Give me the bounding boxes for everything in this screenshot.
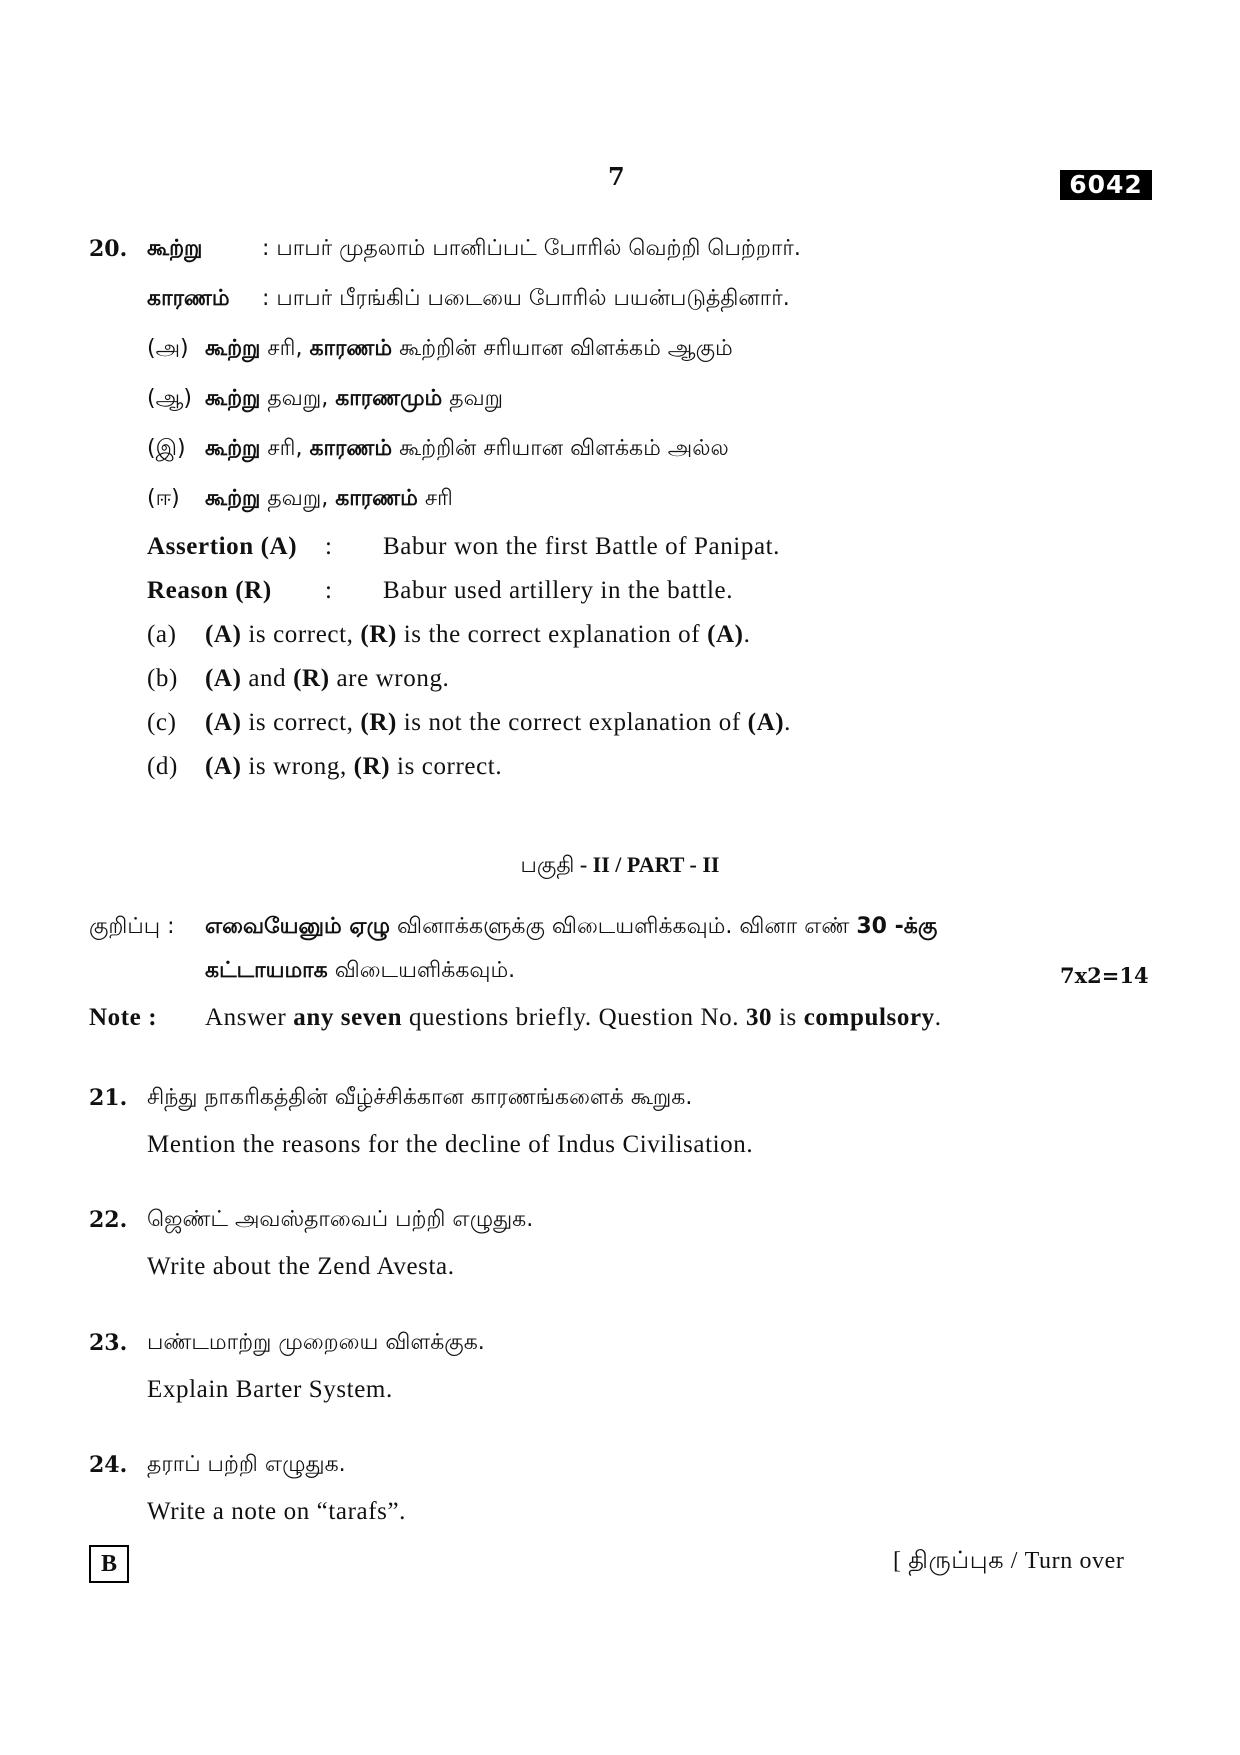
assertion-en-text: Babur won the first Battle of Panipat. [383, 533, 781, 560]
turn-over-note: [ திருப்புக / Turn over [893, 1548, 1125, 1574]
en-option [147, 753, 502, 781]
en-option-a: (A) [707, 621, 744, 648]
note-ta-bold: 30 -க்கு [856, 914, 938, 939]
note-ta-text: விடையளிக்கவும். [327, 958, 516, 983]
ta-option-text: கூற்றின் சரியான விளக்கம் அல்ல [392, 436, 729, 461]
note-en-text: is [772, 1004, 804, 1031]
ta-option-reason: காரணம் [335, 486, 418, 511]
en-option-text: is correct. [390, 753, 503, 780]
ta-option [147, 386, 503, 414]
assertion-en-label: Assertion (A) [147, 533, 298, 560]
page-number: 7 [608, 162, 625, 191]
note-ta-label: குறிப்பு : [89, 914, 175, 939]
section-heading-en: - II / PART - II [574, 852, 720, 877]
question-text-en: Mention the reasons for the decline of Indus Civilisation. [147, 1131, 754, 1158]
ta-option-text: சரி, [260, 436, 310, 461]
ta-option-assertion: கூற்று [205, 386, 261, 411]
en-option-key: (d) [147, 753, 178, 780]
question-number: 22. [89, 1207, 128, 1233]
colon: : [325, 577, 333, 604]
question-text-ta: சிந்து நாகரிகத்தின் வீழ்ச்சிக்கான காரணங்களைக் கூறுக. [147, 1085, 693, 1110]
en-option [147, 709, 791, 737]
note-en-text: Answer [205, 1004, 294, 1031]
note-ta-line-2 [205, 958, 515, 986]
ta-option-key: (ஆ) [147, 386, 192, 411]
assertion-ta-text: : பாபர் முதலாம் பானிப்பட் போரில் வெற்றி பெற்றார். [262, 236, 801, 261]
question-number: 20. [89, 236, 128, 262]
ta-option-reason: காரணமும் [335, 386, 443, 411]
note-en-bold: compulsory [803, 1004, 935, 1031]
ta-option-assertion: கூற்று [205, 486, 261, 511]
note-en-text: . [934, 1004, 942, 1031]
ta-option-text: தவறு, [260, 486, 336, 511]
reason-ta-label: காரணம் [147, 286, 230, 311]
ta-option-reason: காரணம் [309, 436, 393, 461]
note-ta-bold: கட்டாயமாக [205, 958, 328, 983]
question-20-assertion-ta [89, 236, 127, 262]
en-option-r: (R) [360, 621, 397, 648]
question-text-ta: பண்டமாற்று முறையை விளக்குக. [147, 1330, 485, 1355]
question-number: 23. [89, 1330, 128, 1356]
ta-option-text: சரி, [260, 336, 310, 361]
question-21 [89, 1085, 127, 1111]
en-option-a: (A) [205, 753, 242, 780]
ta-option-text: கூற்றின் சரியான விளக்கம் ஆகும் [392, 336, 733, 361]
ta-option-key: (இ) [147, 436, 186, 461]
ta-option-key: (ஈ) [147, 486, 180, 511]
note-en-text: questions briefly. Question No. [402, 1004, 746, 1031]
note-en-bold: 30 [745, 1004, 773, 1031]
en-option-key: (a) [147, 621, 177, 648]
en-option [147, 665, 449, 693]
ta-option-text: சரி [417, 486, 453, 511]
question-text-en: Write a note on “tarafs”. [147, 1498, 407, 1525]
en-option-a: (A) [205, 621, 242, 648]
question-text-en: Explain Barter System. [147, 1376, 393, 1403]
en-option [147, 621, 750, 649]
en-option-a: (A) [205, 709, 242, 736]
note-en-bold: any seven [293, 1004, 403, 1031]
en-option-key: (b) [147, 665, 178, 692]
reason-ta-line [147, 286, 790, 314]
assertion-ta-label: கூற்று [147, 236, 203, 261]
en-option-text: and [241, 665, 294, 692]
assertion-ta-line [147, 236, 801, 264]
note-ta-text: வினாக்களுக்கு விடையளிக்கவும். வினா எண் [390, 914, 857, 939]
en-option-text: is wrong, [241, 753, 354, 780]
reason-ta-text: : பாபர் பீரங்கிப் படையை போரில் பயன்படுத்தினார். [262, 286, 790, 311]
en-option-text: is not the correct explanation of [396, 709, 748, 736]
reason-en-text: Babur used artillery in the battle. [383, 577, 734, 604]
en-option-text: is correct, [241, 621, 361, 648]
assertion-en-line [147, 533, 780, 561]
ta-option [147, 436, 729, 464]
note-ta-bold: எவையேனும் ஏழு [205, 914, 391, 939]
question-text-en: Write about the Zend Avesta. [147, 1253, 455, 1280]
en-option-text: . [743, 621, 751, 648]
ta-option-text: தவறு [442, 386, 504, 411]
section-heading [0, 852, 1240, 881]
note-en-label: Note : [89, 1004, 158, 1031]
en-option-r: (R) [293, 665, 330, 692]
en-option-a: (A) [747, 709, 785, 736]
paper-code-badge: 6042 [1060, 170, 1152, 200]
en-option-text: are wrong. [329, 665, 450, 692]
ta-option-text: தவறு, [260, 386, 336, 411]
booklet-code-box: B [89, 1545, 129, 1583]
question-number: 24. [89, 1452, 128, 1478]
ta-option-key: (அ) [147, 336, 189, 361]
note-ta-line-1 [89, 914, 937, 942]
ta-option-reason: காரணம் [309, 336, 393, 361]
en-option-text: is correct, [241, 709, 361, 736]
question-23 [89, 1330, 127, 1356]
en-option-r: (R) [353, 753, 391, 780]
ta-option [147, 486, 453, 514]
marks-allocation: 7x2=14 [1060, 963, 1149, 988]
colon: : [325, 533, 333, 560]
en-option-text: . [784, 709, 792, 736]
question-text-ta: ஜெண்ட் அவஸ்தாவைப் பற்றி எழுதுக. [147, 1207, 534, 1232]
reason-en-line [147, 577, 733, 605]
question-24 [89, 1452, 127, 1478]
ta-option [147, 336, 733, 364]
en-option-key: (c) [147, 709, 177, 736]
question-text-ta: தராப் பற்றி எழுதுக. [147, 1452, 346, 1477]
question-22 [89, 1207, 127, 1233]
reason-en-label: Reason (R) [147, 577, 272, 604]
section-heading-ta: பகுதி [520, 853, 575, 878]
ta-option-assertion: கூற்று [205, 336, 261, 361]
ta-option-assertion: கூற்று [205, 436, 261, 461]
en-option-r: (R) [360, 709, 397, 736]
note-en-line [89, 1004, 942, 1032]
en-option-a: (A) [205, 665, 242, 692]
en-option-text: is the correct explanation of [396, 621, 708, 648]
question-number: 21. [89, 1085, 128, 1111]
